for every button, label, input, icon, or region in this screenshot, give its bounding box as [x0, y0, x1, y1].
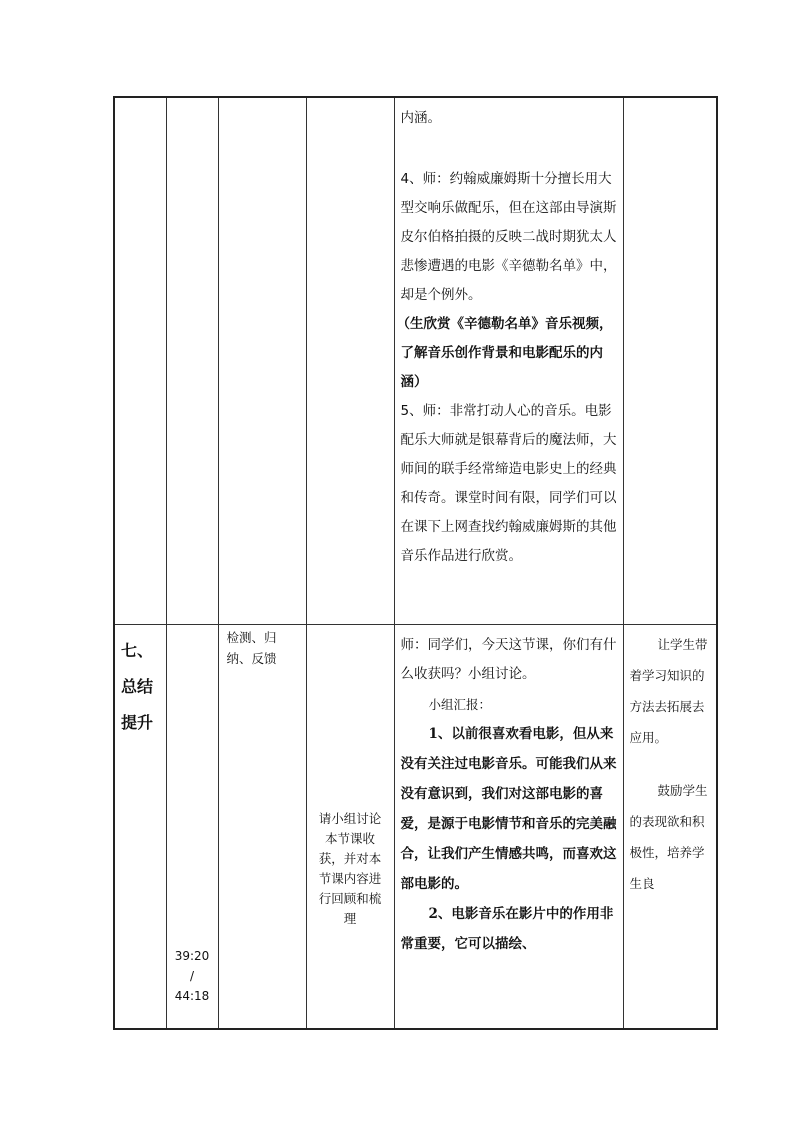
student-activity: 请小组讨论本节课收获，并对本节课内容进行回顾和梳理: [318, 811, 382, 926]
intent-paragraph: 让学生带着学习知识的方法去拓展去应用。: [629, 637, 708, 745]
time-cell: [166, 625, 218, 1030]
activity-cell-empty: [306, 97, 394, 625]
content-paragraph-bold: （生欣赏《辛德勒名单》音乐视频，了解音乐创作背景和电影配乐的内涵）: [396, 316, 613, 390]
design-intent-cell: [623, 625, 717, 1030]
time-cell-empty: [166, 97, 218, 625]
student-activity-cell: [306, 625, 394, 1030]
table-row-continued: [114, 97, 717, 625]
content-paragraph: 师：同学们，今天这节课，你们有什么收获吗？小组讨论。: [400, 637, 617, 682]
time-separator: /: [189, 969, 195, 983]
teaching-method: 检测、归纳、反馈: [218, 625, 306, 1030]
table-row-summary: [114, 625, 717, 1030]
content-paragraph-bold: 2、电影音乐在影片中的作用非常重要，它可以描绘、: [400, 906, 614, 952]
content-paragraph: 小组汇报：: [428, 697, 492, 712]
intent-paragraph: 鼓励学生的表现欲和积极性，培养学生良: [629, 783, 708, 891]
teaching-content-cell: [394, 625, 623, 1030]
method-cell-empty: [218, 97, 306, 625]
teaching-content-cell: [394, 97, 623, 625]
lesson-plan-table: [113, 96, 718, 1030]
content-paragraph: 内涵。: [400, 110, 441, 126]
content-paragraph-bold: 1、以前很喜欢看电影，但从来没有关注过电影音乐。可能我们从来没有意识到，我们对这部电影的喜爱，是源于电影情节和音乐的完美融合，让我们产生情感共鸣，而喜欢这部电影的。: [400, 726, 617, 892]
time-end: 44:18: [174, 989, 210, 1003]
content-paragraph: 4、师：约翰威廉姆斯十分擅长用大型交响乐做配乐，但在这部由导演斯皮尔伯格拍摄的反映二战时期犹太人悲惨遭遇的电影《辛德勒名单》中，却是个例外。: [400, 171, 617, 303]
content-paragraph: 5、师：非常打动人心的音乐。电影配乐大师就是银幕背后的魔法师，大师间的联手经常缔造电影史上的经典和传奇。课堂时间有限，同学们可以在课下上网查找约翰威廉姆斯的其他音乐作品进行欣赏。: [400, 403, 617, 564]
stage-cell-empty: [114, 97, 166, 625]
stage-title: 七、总结提升: [114, 625, 166, 1030]
time-start: 39:20: [174, 949, 210, 963]
intent-cell-empty: [623, 97, 717, 625]
